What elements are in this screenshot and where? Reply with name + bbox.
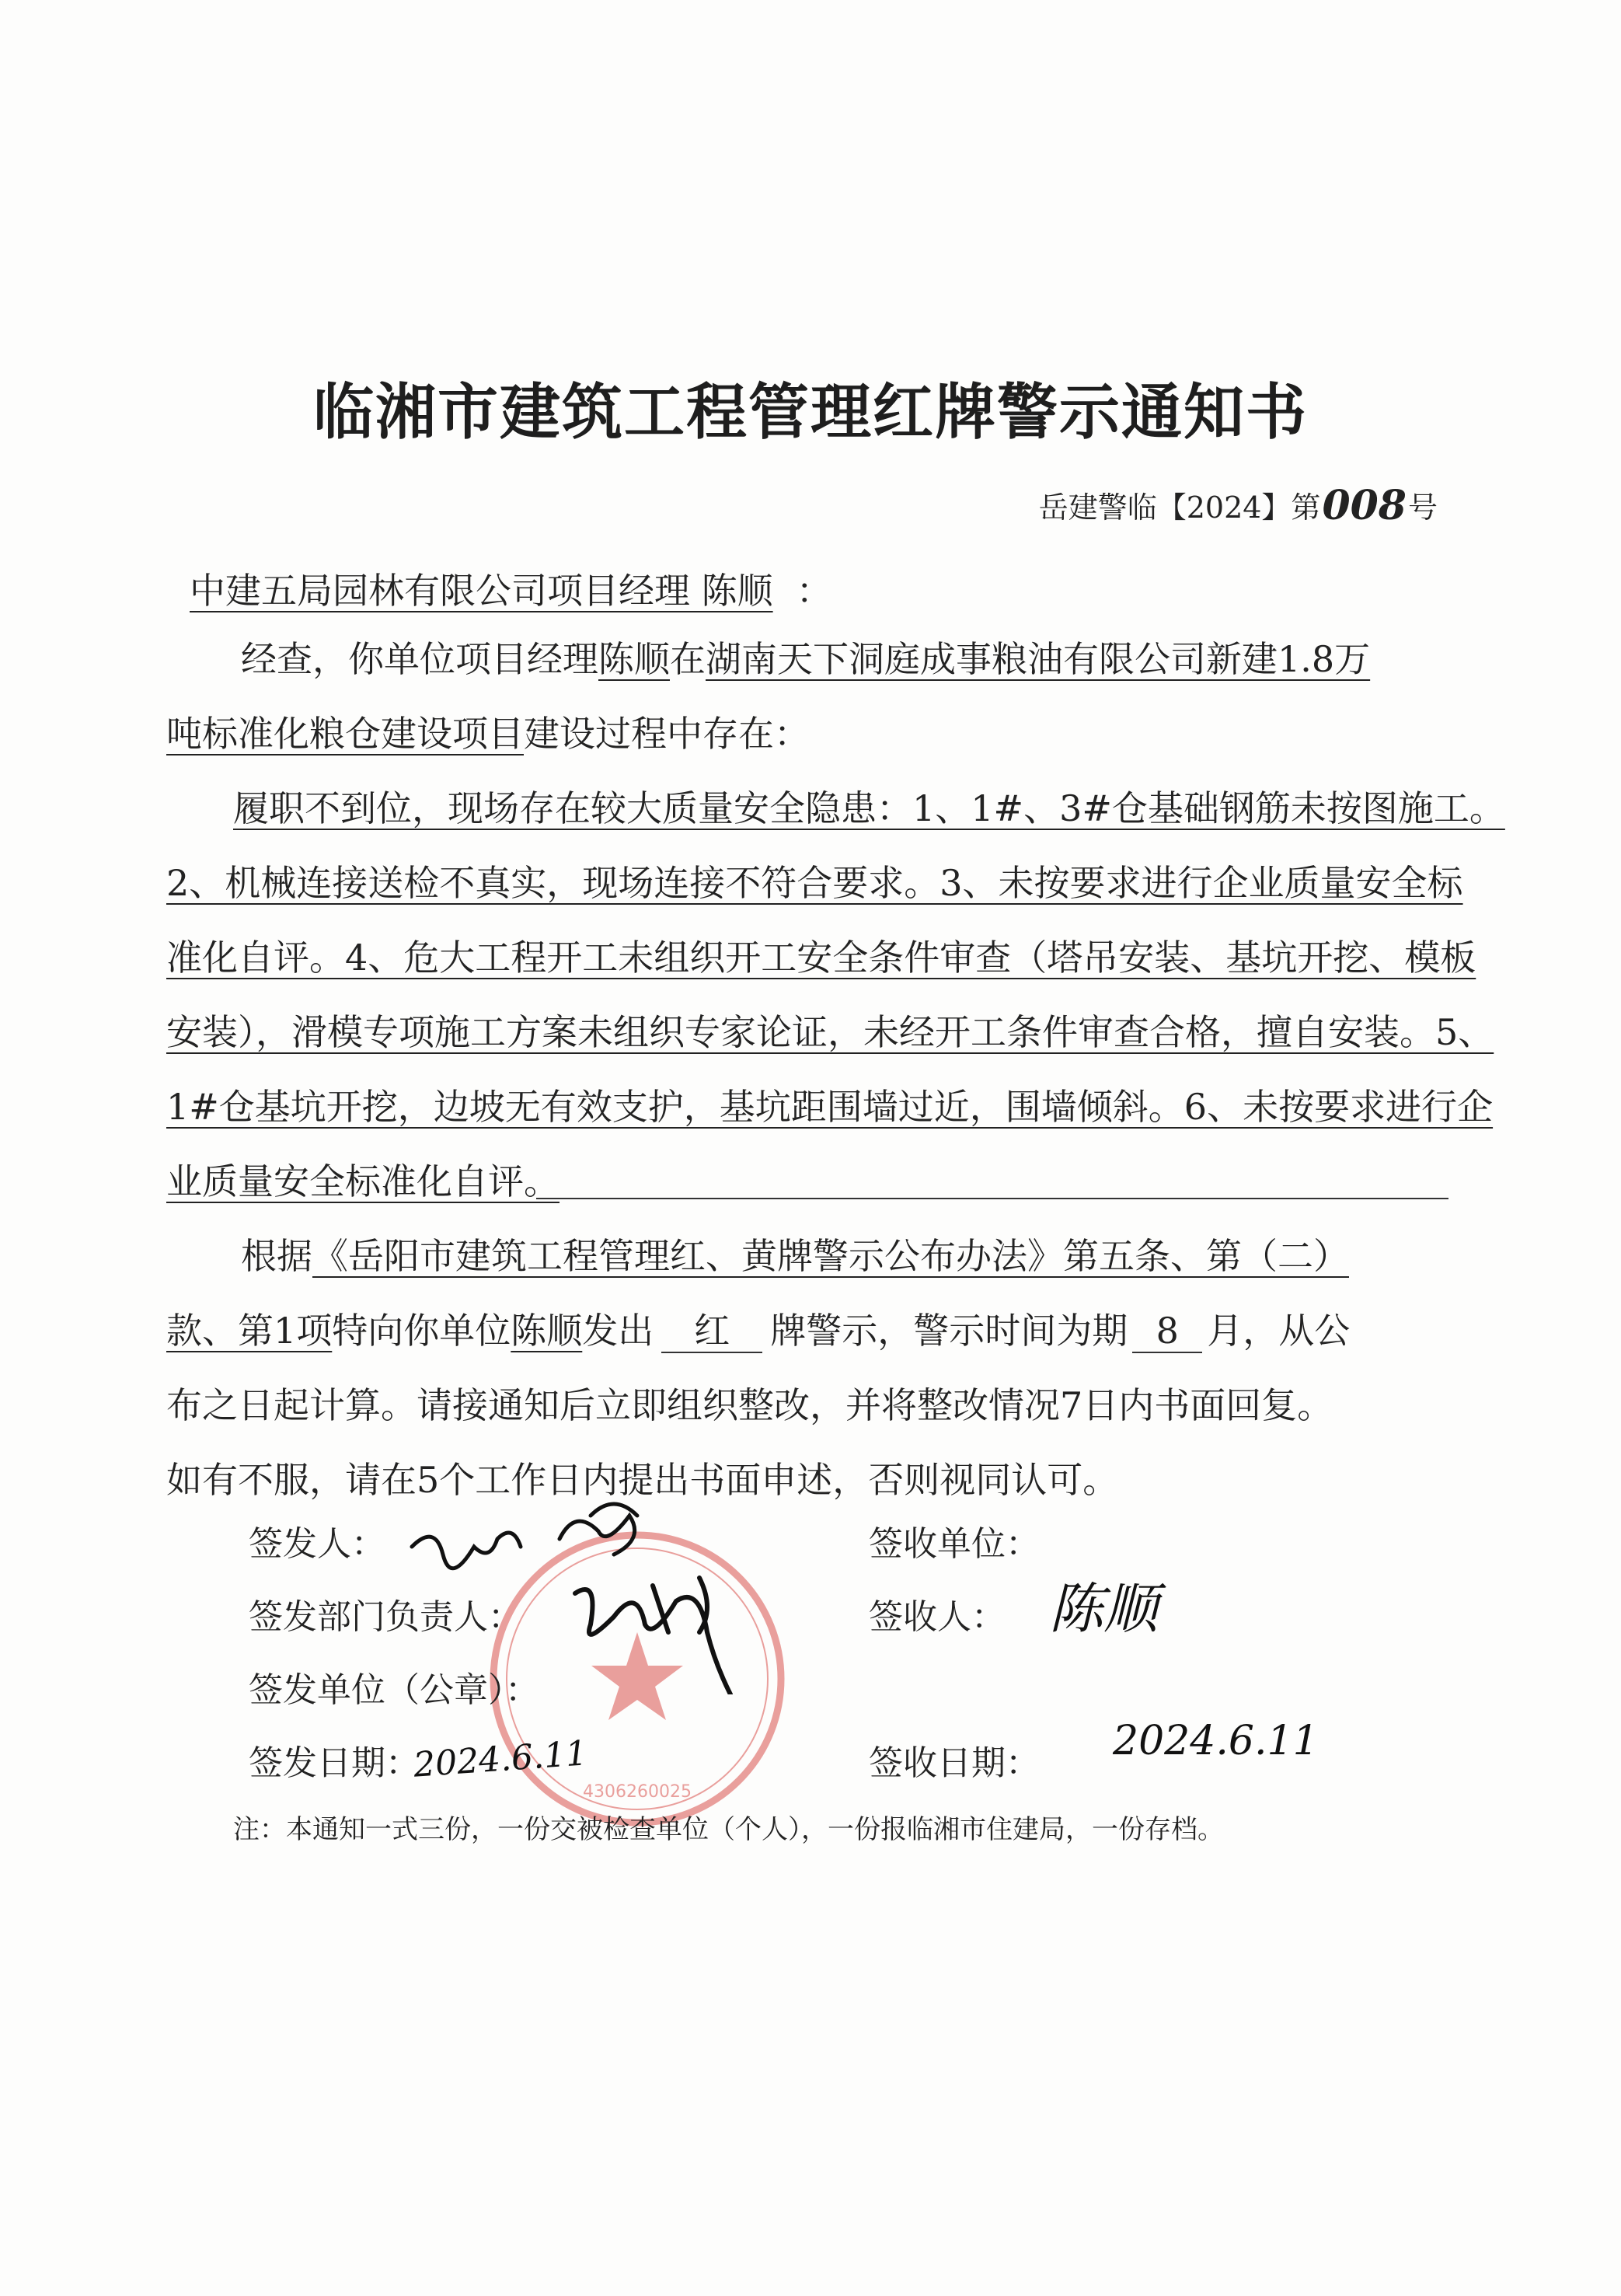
clause-reference: 款、第1项 <box>166 1310 333 1352</box>
addressee-colon: ： <box>796 570 832 612</box>
para1-tail: 建设过程中存在： <box>524 713 810 755</box>
para2-line2 <box>166 1307 1350 1354</box>
addressee: 中建五局园林有限公司项目经理 陈顺 <box>190 570 773 612</box>
issuer-unit-label: 签发单位（公章）： <box>249 1670 539 1710</box>
doc-number-suffix: 号 <box>1407 490 1438 525</box>
warned-person: 陈顺 <box>511 1310 583 1352</box>
doc-number-prefix: 岳建警临【2024】第 <box>1038 490 1321 525</box>
blank-rule <box>536 1198 1448 1199</box>
doc-number-value: 008 <box>1322 482 1407 529</box>
issue-text-6: 业质量安全标准化自评。 <box>166 1160 560 1202</box>
project-name-line2: 吨标准化粮仓建设项目 <box>166 713 524 755</box>
issue-text-1: 履职不到位，现场存在较大质量安全隐患：1、1#、3#仓基础钢筋未按图施工。 <box>233 787 1505 829</box>
card-color: 红 <box>661 1310 762 1353</box>
para2-l1-a: 根据 <box>241 1235 312 1277</box>
footnote: 注：本通知一式三份，一份交被检查单位（个人），一份报临湘市住建局，一份存档。 <box>233 1814 1224 1845</box>
seal-code: 4306260025 <box>583 1782 692 1802</box>
issue-line-6 <box>166 1158 560 1205</box>
receiver-unit-label: 签收单位： <box>869 1524 1040 1564</box>
document-number <box>1039 480 1438 528</box>
issue-line-3 <box>166 934 1476 981</box>
receiver-label: 签收人： <box>869 1597 1006 1637</box>
issuer-dept-head-label: 签发部门负责人： <box>249 1597 522 1637</box>
receive-date-value: 2024.6.11 <box>1113 1718 1319 1764</box>
manager-name: 陈顺 <box>598 638 670 680</box>
issue-line-4 <box>166 1009 1494 1056</box>
para2-line4: 如有不服，请在5个工作日内提出书面申述，否则视同认可。 <box>166 1459 1119 1501</box>
issue-text-3: 准化自评。4、危大工程开工未组织开工安全条件审查（塔吊安装、基坑开挖、模板 <box>166 937 1476 979</box>
issue-text-5: 1#仓基坑开挖，边坡无有效支护，基坑距围墙过近，围墙倾斜。6、未按要求进行企 <box>166 1086 1494 1128</box>
issuer-label: 签发人： <box>249 1524 385 1564</box>
warning-period: 8 <box>1132 1310 1202 1353</box>
project-name-line1: 湖南天下洞庭成事粮油有限公司新建1.8万 <box>706 638 1371 680</box>
para1-lead: 经查，你单位项目经理 <box>241 638 598 680</box>
addressee-line <box>166 567 832 614</box>
para2-l2-c: 发出 <box>582 1310 654 1352</box>
para2-l2-d: 牌警示，警示时间为期 <box>770 1310 1128 1352</box>
issue-line-2 <box>166 860 1463 906</box>
para2-l2-b: 特向你单位 <box>332 1310 511 1352</box>
handwritten-signatures <box>396 1492 831 1694</box>
para1-at: 在 <box>670 638 706 680</box>
issue-date-value: 2024.6.11 <box>412 1733 589 1785</box>
issue-text-4: 安装），滑模专项施工方案未组织专家论证，未经开工条件审查合格，擅自安装。5、 <box>166 1011 1494 1053</box>
issue-line-5 <box>166 1083 1493 1130</box>
para1-line1 <box>241 636 1370 682</box>
issue-text-2: 2、机械连接送检不真实，现场连接不符合要求。3、未按要求进行企业质量安全标 <box>166 862 1463 904</box>
regulation-reference: 《岳阳市建筑工程管理红、黄牌警示公布办法》第五条、第（二） <box>312 1235 1349 1277</box>
para2-line3: 布之日起计算。请接通知后立即组织整改，并将整改情况7日内书面回复。 <box>166 1384 1333 1426</box>
para1-line2 <box>166 710 810 757</box>
issue-line-1 <box>233 785 1505 832</box>
receive-date-label: 签收日期： <box>869 1743 1040 1783</box>
para2-l2-e: 月，从公 <box>1207 1310 1351 1352</box>
receiver-name-signature: 陈顺 <box>1049 1577 1158 1641</box>
issue-date-label: 签发日期： <box>249 1743 420 1783</box>
para2-line1 <box>241 1233 1349 1279</box>
page-title: 临湘市建筑工程管理红牌警示通知书 <box>312 378 1308 448</box>
